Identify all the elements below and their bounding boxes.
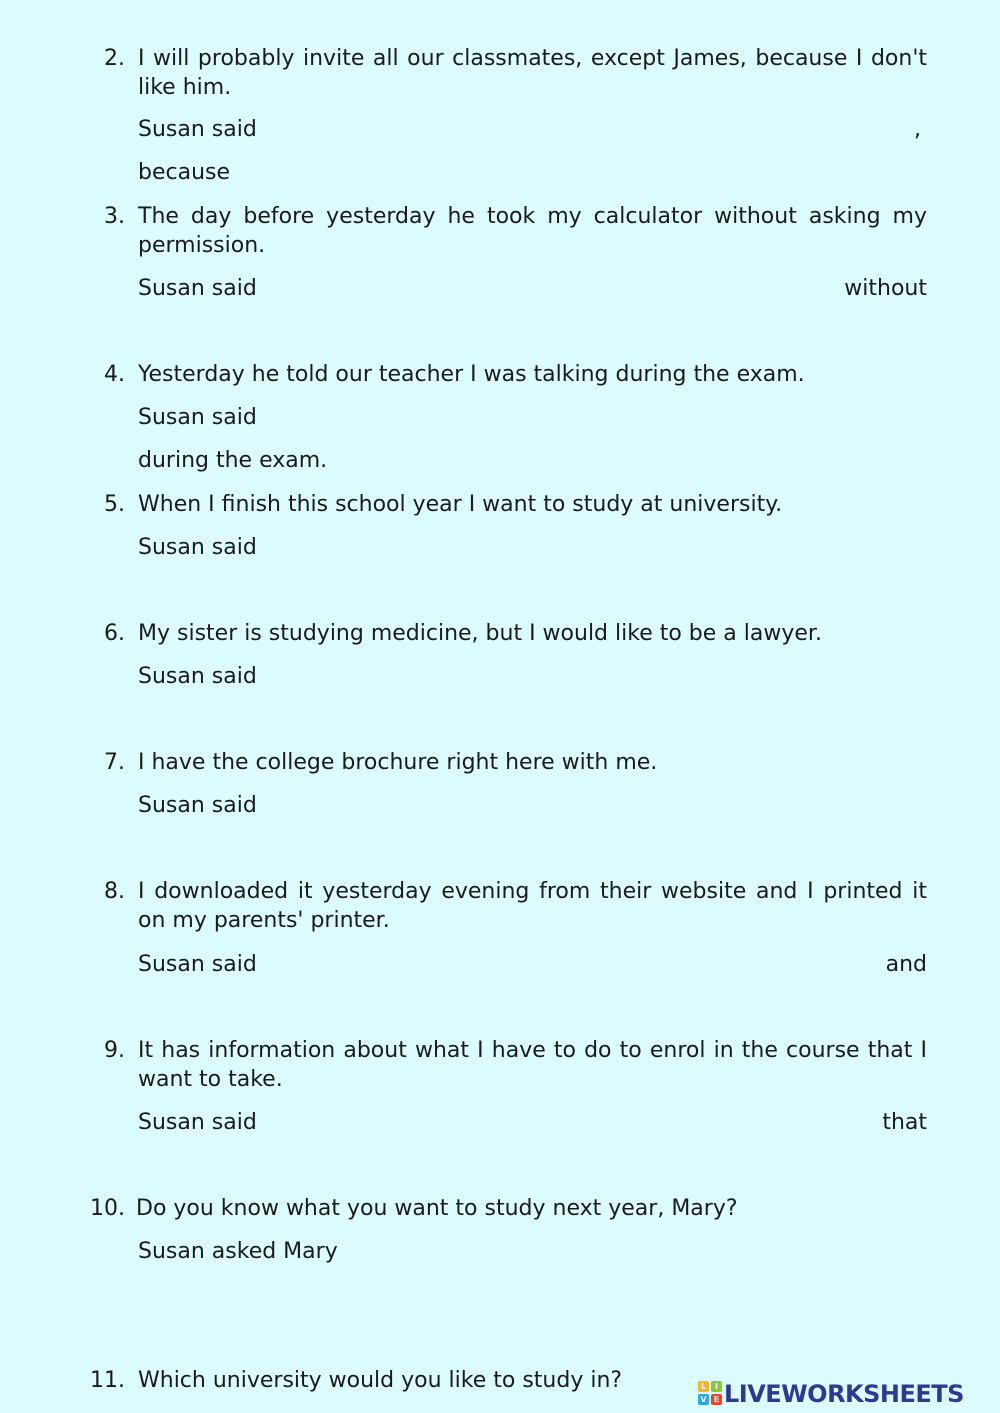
question-text: When I finish this school year I want to study at university. xyxy=(138,492,783,517)
answer-trail: without xyxy=(844,276,927,301)
question-text: The day before yesterday he took my calculator without asking my permission. xyxy=(138,204,927,258)
answer-blank-input[interactable] xyxy=(266,405,930,432)
question-number: 9. xyxy=(104,1038,125,1063)
question-text: Which university would you like to study in? xyxy=(138,1368,623,1393)
question-number: 3. xyxy=(104,204,125,229)
answer-continuation xyxy=(138,993,927,1022)
question-text: I have the college brochure right here with me. xyxy=(138,750,658,775)
answer-blank-input[interactable] xyxy=(266,793,930,820)
answer-line xyxy=(138,662,927,691)
question-text: I will probably invite all our classmates, except James, because I don't like him. xyxy=(138,46,927,100)
answer-continuation xyxy=(138,446,327,475)
answer-lead: Susan asked Mary xyxy=(138,1239,338,1264)
answer-line xyxy=(138,950,927,979)
answer-blank-input-2[interactable] xyxy=(242,160,926,187)
answer-lead: Susan said xyxy=(138,535,257,560)
question-number: 7. xyxy=(104,750,125,775)
answer-blank-input-2[interactable] xyxy=(138,1282,931,1309)
answer-continuation xyxy=(138,1280,927,1309)
answer-trail: and xyxy=(885,952,927,977)
answer-blank-input[interactable] xyxy=(266,664,930,691)
answer-blank-input-2[interactable] xyxy=(138,836,931,863)
answer-blank-input[interactable] xyxy=(266,952,880,979)
answer-line xyxy=(138,274,927,303)
answer-lead: Susan said xyxy=(138,117,257,142)
question-number: 2. xyxy=(104,46,125,71)
liveworksheets-logo-icon xyxy=(698,1381,722,1405)
answer-blank-input-2[interactable] xyxy=(138,578,931,605)
answer-blank-input[interactable] xyxy=(266,117,910,144)
answer-trail: , xyxy=(914,117,921,142)
answer-blank-input[interactable] xyxy=(266,276,830,303)
logo-mark-letter: V xyxy=(698,1394,709,1405)
answer-line xyxy=(138,533,927,562)
answer-lead: Susan said xyxy=(138,276,257,301)
answer-continuation xyxy=(138,576,927,605)
answer-continuation xyxy=(138,158,927,187)
question-number: 5. xyxy=(104,492,125,517)
answer-line xyxy=(138,1237,927,1266)
question-text: It has information about what I have to do to enrol in the course that I want to take. xyxy=(138,1038,927,1092)
logo-text: LIVEWORKSHEETS xyxy=(724,1380,964,1408)
answer-continuation xyxy=(138,317,927,346)
answer-line xyxy=(138,1108,927,1137)
answer-trail: that xyxy=(882,1110,927,1135)
answer-blank-input-2[interactable] xyxy=(138,1153,931,1180)
logo-mark-letter: L xyxy=(698,1381,709,1392)
question-number: 8. xyxy=(104,879,125,904)
answer-lead: Susan said xyxy=(138,664,257,689)
answer-line xyxy=(138,791,927,820)
continuation-text: during the exam. xyxy=(138,448,328,473)
answer-blank-input[interactable] xyxy=(266,535,930,562)
question-text: Yesterday he told our teacher I was talking during the exam. xyxy=(138,362,805,387)
question-text: I downloaded it yesterday evening from their website and I printed it on my parents' printer. xyxy=(138,879,927,933)
answer-continuation xyxy=(138,1151,927,1180)
question-number: 4. xyxy=(104,362,125,387)
answer-lead: Susan said xyxy=(138,793,257,818)
continuation-text: because xyxy=(138,160,231,185)
liveworksheets-logo xyxy=(698,1378,996,1410)
answer-line xyxy=(138,115,927,144)
answer-line xyxy=(138,403,927,432)
question-number: 6. xyxy=(104,621,125,646)
answer-continuation xyxy=(138,705,927,734)
question-text: My sister is studying medicine, but I would like to be a lawyer. xyxy=(138,621,822,646)
logo-mark-letter: E xyxy=(711,1394,722,1405)
answer-blank-input-2[interactable] xyxy=(138,319,931,346)
answer-blank-input-2[interactable] xyxy=(138,707,931,734)
question-number: 10. xyxy=(90,1196,125,1221)
answer-lead: Susan said xyxy=(138,952,257,977)
answer-blank-input[interactable] xyxy=(266,1110,880,1137)
answer-continuation xyxy=(138,834,927,863)
question-text: Do you know what you want to study next year, Mary? xyxy=(136,1196,738,1221)
logo-mark-letter: I xyxy=(711,1381,722,1392)
answer-lead: Susan said xyxy=(138,1110,257,1135)
answer-blank-input[interactable] xyxy=(350,1239,930,1266)
answer-lead: Susan said xyxy=(138,405,257,430)
question-number: 11. xyxy=(90,1368,125,1393)
answer-blank-input-2[interactable] xyxy=(138,995,931,1022)
